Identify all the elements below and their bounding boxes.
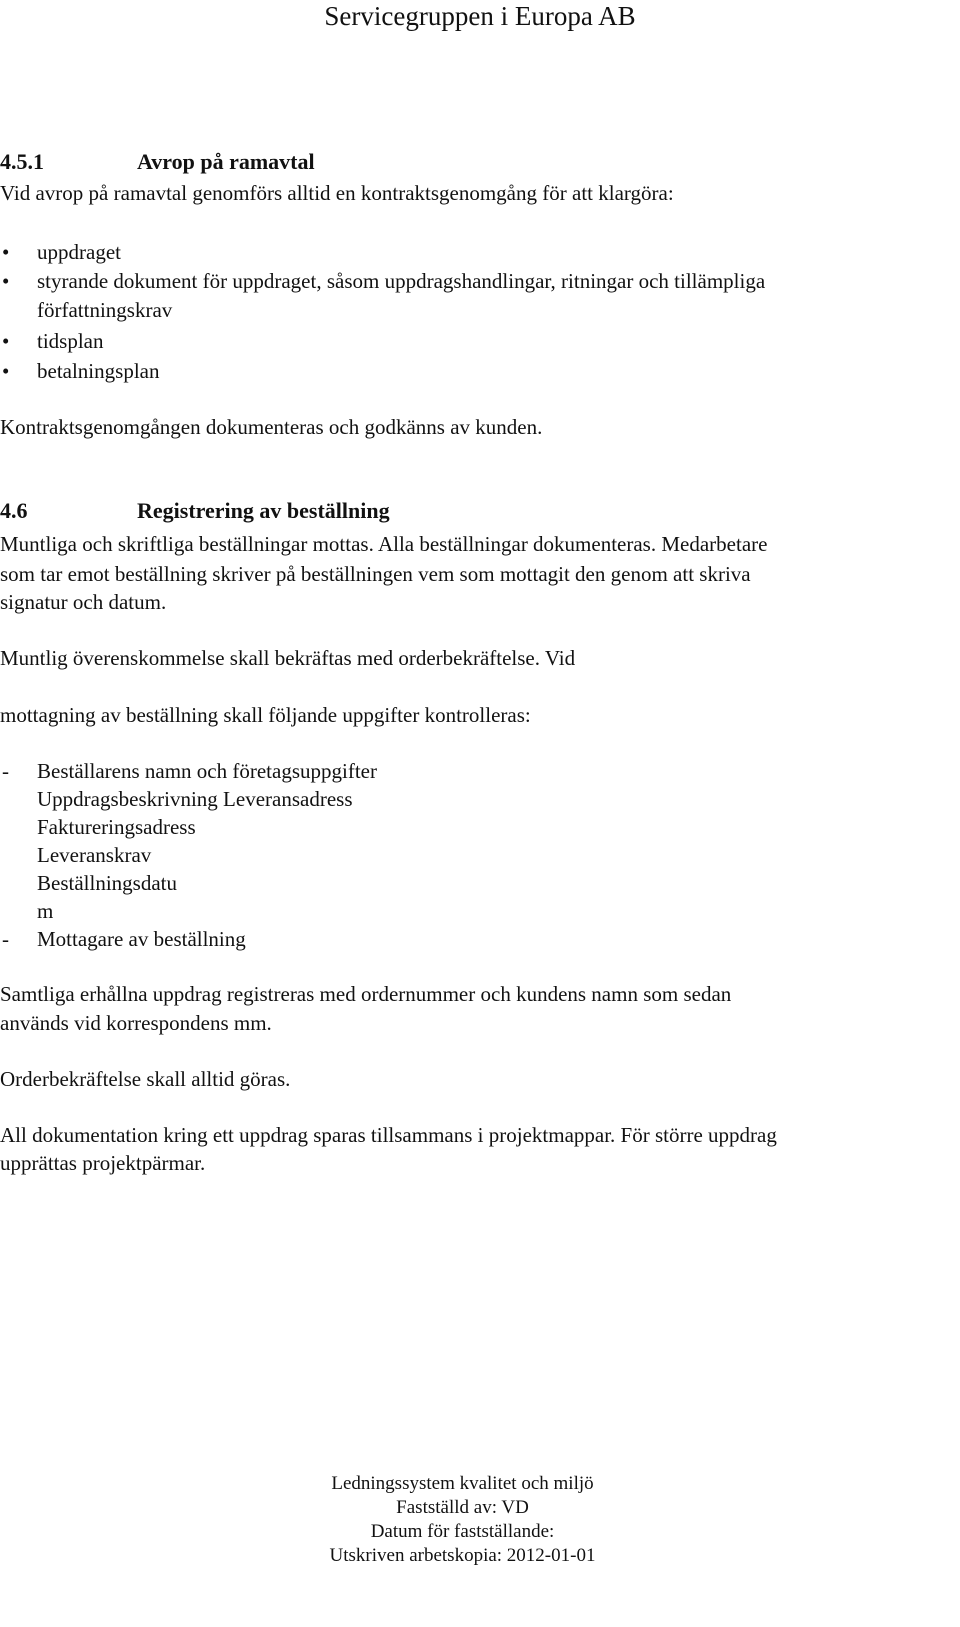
section-intro: Vid avrop på ramavtal genomförs alltid en kontraktsgenomgång för att klargöra:	[0, 181, 674, 205]
paragraph-line: upprättas projektpärmar.	[0, 1151, 206, 1175]
bullet-icon: •	[2, 359, 10, 383]
section-title: Registrering av beställning	[137, 498, 390, 523]
footer-line: Utskriven arbetskopia: 2012-01-01	[329, 1545, 596, 1566]
paragraph-line: används vid korrespondens mm.	[0, 1011, 272, 1035]
list-dash: -	[2, 759, 9, 783]
list-item: Mottagare av beställning	[37, 927, 246, 951]
paragraph-line: signatur och datum.	[0, 590, 167, 614]
section-number: 4.6	[0, 498, 28, 523]
bullet-text: styrande dokument för uppdraget, såsom uppdragshandlingar, ritningar och tillämpliga	[37, 269, 766, 293]
bullet-text: författningskrav	[37, 298, 173, 322]
bullet-text: uppdraget	[37, 240, 121, 264]
bullet-icon: •	[2, 240, 10, 264]
section-heading-4-6	[0, 497, 390, 525]
bullet-text: tidsplan	[37, 329, 104, 353]
list-item: Beställarens namn och företagsuppgifter	[37, 759, 377, 783]
paragraph-line: All dokumentation kring ett uppdrag sparas tillsammans i projektmappar. För större uppdrag	[0, 1123, 777, 1147]
list-item: Uppdragsbeskrivning Leveransadress	[37, 787, 353, 811]
document-header: Servicegruppen i Europa AB	[324, 1, 636, 31]
section-closing: Kontraktsgenomgången dokumenteras och godkänns av kunden.	[0, 415, 543, 439]
footer-line: Datum för fastställande:	[370, 1521, 555, 1542]
list-item: Leveranskrav	[37, 843, 152, 867]
paragraph: Muntlig överenskommelse skall bekräftas med orderbekräftelse. Vid	[0, 646, 576, 670]
paragraph-line: som tar emot beställning skriver på beställningen vem som mottagit den genom att skriva	[0, 562, 751, 586]
paragraph: Orderbekräftelse skall alltid göras.	[0, 1067, 291, 1091]
list-item: Beställningsdatu	[37, 871, 177, 895]
list-dash: -	[2, 927, 9, 951]
footer-line: Fastställd av: VD	[396, 1497, 529, 1518]
paragraph: mottagning av beställning skall följande uppgifter kontrolleras:	[0, 703, 531, 727]
bullet-text: betalningsplan	[37, 359, 160, 383]
bullet-icon: •	[2, 329, 10, 353]
section-number: 4.5.1	[0, 149, 44, 174]
list-item: Faktureringsadress	[37, 815, 196, 839]
paragraph-line: Samtliga erhållna uppdrag registreras med ordernummer och kundens namn som sedan	[0, 982, 732, 1006]
paragraph-line: Muntliga och skriftliga beställningar mottas. Alla beställningar dokumenteras. Medarbetare	[0, 532, 768, 556]
section-title: Avrop på ramavtal	[137, 149, 315, 174]
footer-line: Ledningssystem kvalitet och miljö	[331, 1473, 594, 1494]
list-item: m	[37, 899, 54, 923]
bullet-icon: •	[2, 269, 10, 293]
section-heading-4-5-1	[0, 148, 315, 176]
